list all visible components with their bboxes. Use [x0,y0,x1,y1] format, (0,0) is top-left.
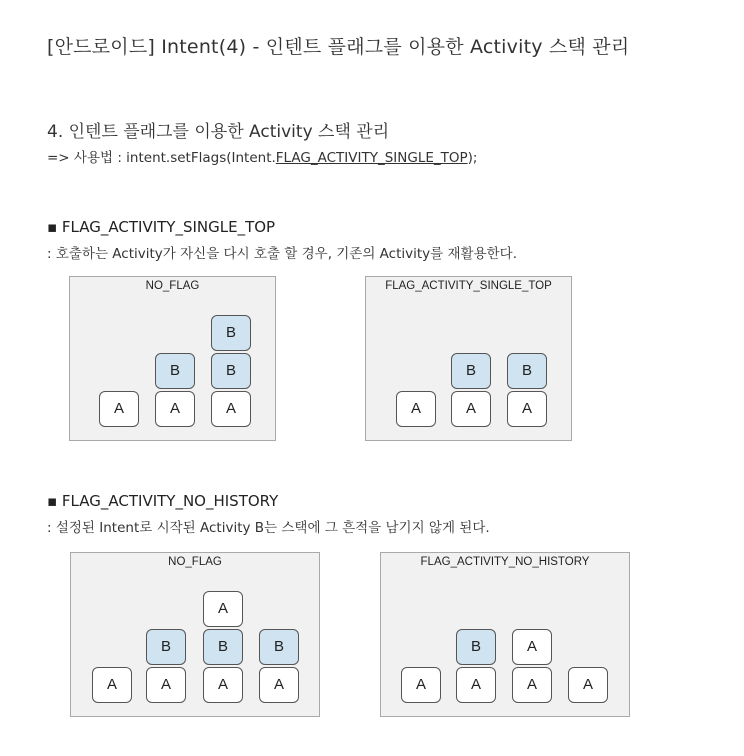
activity-a-box: A [507,391,547,427]
activity-a-box: A [396,391,436,427]
single-top-flag-panel [365,276,572,441]
single-top-description: : 호출하는 Activity가 자신을 다시 호출 할 경우, 기존의 Activity를 재활용한다. [47,246,517,262]
activity-b-box: B [203,629,243,665]
no-history-bullet: ▪ FLAG_ACTIVITY_NO_HISTORY [47,492,279,510]
activity-a-box: A [456,667,496,703]
panel-label: FLAG_ACTIVITY_SINGLE_TOP [385,280,552,292]
activity-a-box: A [99,391,139,427]
activity-a-box: A [92,667,132,703]
activity-b-box: B [507,353,547,389]
activity-a-box: A [155,391,195,427]
activity-b-box: B [155,353,195,389]
usage-line [47,146,477,166]
no-history-description: : 설정된 Intent로 시작된 Activity B는 스택에 그 흔적을 남기지 않게 된다. [47,520,490,536]
activity-a-box: A [259,667,299,703]
page-title: [안드로이드] Intent(4) - 인텐트 플래그를 이용한 Activity 스택 관리 [47,36,630,58]
activity-b-box: B [451,353,491,389]
activity-a-box: A [146,667,186,703]
activity-a-box: A [512,667,552,703]
single-top-noflag-panel [69,276,276,441]
panel-label: NO_FLAG [168,556,222,568]
activity-a-box: A [211,391,251,427]
activity-a-box: A [203,667,243,703]
activity-b-box: B [211,353,251,389]
no-history-flag-panel [380,552,630,717]
usage-flag-link[interactable]: FLAG_ACTIVITY_SINGLE_TOP [275,150,468,166]
activity-a-box: A [203,591,243,627]
usage-suffix: ); [467,150,478,166]
single-top-bullet: ▪ FLAG_ACTIVITY_SINGLE_TOP [47,218,276,236]
activity-b-box: B [259,629,299,665]
activity-a-box: A [451,391,491,427]
panel-label: FLAG_ACTIVITY_NO_HISTORY [420,556,590,568]
activity-b-box: B [456,629,496,665]
activity-a-box: A [401,667,441,703]
usage-prefix: => 사용법 : intent.setFlags(Intent. [47,150,276,166]
no-history-noflag-panel [70,552,320,717]
activity-a-box: A [512,629,552,665]
panel-label: NO_FLAG [145,280,200,292]
activity-a-box: A [568,667,608,703]
section-heading: 4. 인텐트 플래그를 이용한 Activity 스택 관리 [47,122,390,142]
activity-b-box: B [146,629,186,665]
activity-b-box: B [211,315,251,351]
